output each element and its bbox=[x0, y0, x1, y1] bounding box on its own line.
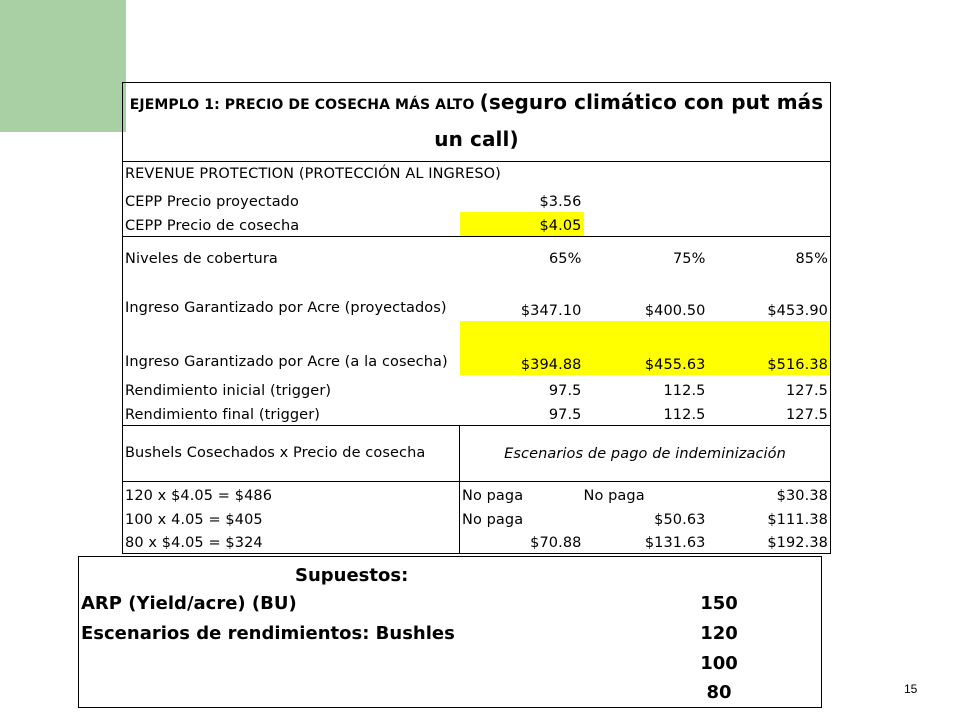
harvest-price-label: CEPP Precio de cosecha bbox=[123, 212, 460, 237]
scenario-value: No paga bbox=[460, 506, 584, 530]
final-yield-value: 127.5 bbox=[708, 401, 831, 426]
guaranteed-harvest-value: $455.63 bbox=[584, 321, 708, 375]
scenario-label: 100 x 4.05 = $405 bbox=[123, 506, 460, 530]
scenario-value: $131.63 bbox=[584, 530, 708, 554]
guaranteed-projected-value: $347.10 bbox=[520, 302, 582, 319]
yield-scenario-value: 120 bbox=[700, 623, 738, 644]
arp-label: ARP (Yield/acre) (BU) bbox=[81, 593, 297, 614]
guaranteed-harvest-value: $394.88 bbox=[460, 321, 584, 375]
guaranteed-projected-label: Ingreso Garantizado por Acre (proyectados) bbox=[123, 269, 460, 321]
final-yield-value: 97.5 bbox=[460, 401, 584, 426]
scenario-label: 80 x $4.05 = $324 bbox=[123, 530, 460, 554]
scenario-label: 120 x $4.05 = $486 bbox=[123, 482, 460, 506]
scenario-value: $70.88 bbox=[460, 530, 584, 554]
yield-scenario-value: 100 bbox=[700, 653, 738, 674]
guaranteed-harvest-label: Ingreso Garantizado por Acre (a la cosecha) bbox=[123, 321, 460, 375]
title-part-2: (seguro climático con put más un call) bbox=[434, 90, 824, 151]
table-title bbox=[123, 83, 831, 162]
coverage-label: Niveles de cobertura bbox=[123, 237, 460, 269]
yield-scenarios-label: Escenarios de rendimientos: Bushles bbox=[81, 623, 455, 644]
coverage-value: 75% bbox=[672, 250, 706, 267]
scenario-value: No paga bbox=[460, 482, 584, 506]
page-number: 15 bbox=[904, 682, 918, 696]
arp-value: 150 bbox=[700, 593, 738, 614]
final-yield-label: Rendimiento final (trigger) bbox=[123, 401, 460, 426]
final-yield-value: 112.5 bbox=[584, 401, 708, 426]
insurance-example-table bbox=[122, 82, 831, 554]
scenarios-header: Escenarios de pago de indeminización bbox=[460, 426, 831, 482]
coverage-value: 65% bbox=[548, 250, 582, 267]
bushels-header: Bushels Cosechados x Precio de cosecha bbox=[123, 426, 460, 482]
scenario-value: No paga bbox=[583, 487, 645, 504]
initial-yield-value: 127.5 bbox=[708, 375, 831, 401]
decorative-green-block bbox=[0, 0, 126, 132]
harvest-price-value: $4.05 bbox=[460, 212, 584, 237]
initial-yield-label: Rendimiento inicial (trigger) bbox=[123, 375, 460, 401]
assumptions-box bbox=[78, 556, 822, 708]
guaranteed-harvest-value: $516.38 bbox=[708, 321, 831, 375]
initial-yield-value: 97.5 bbox=[548, 382, 582, 399]
revenue-protection-label: REVENUE PROTECTION (PROTECCIÓN AL INGRESO) bbox=[123, 162, 831, 184]
title-part-1: EJEMPLO 1: PRECIO DE COSECHA MÁS ALTO bbox=[129, 97, 475, 113]
scenario-value: $111.38 bbox=[708, 506, 831, 530]
guaranteed-projected-value: $453.90 bbox=[708, 269, 831, 321]
scenario-value: $50.63 bbox=[654, 511, 706, 528]
scenario-value: $30.38 bbox=[708, 482, 831, 506]
guaranteed-projected-value: $400.50 bbox=[644, 302, 706, 319]
projected-price-label: CEPP Precio proyectado bbox=[123, 184, 460, 212]
initial-yield-value: 112.5 bbox=[663, 382, 706, 399]
scenario-value: $192.38 bbox=[708, 530, 831, 554]
projected-price-value: $3.56 bbox=[539, 193, 582, 210]
coverage-value: 85% bbox=[708, 237, 831, 269]
assumptions-title: Supuestos: bbox=[295, 565, 409, 586]
yield-scenario-value: 80 bbox=[706, 682, 732, 703]
